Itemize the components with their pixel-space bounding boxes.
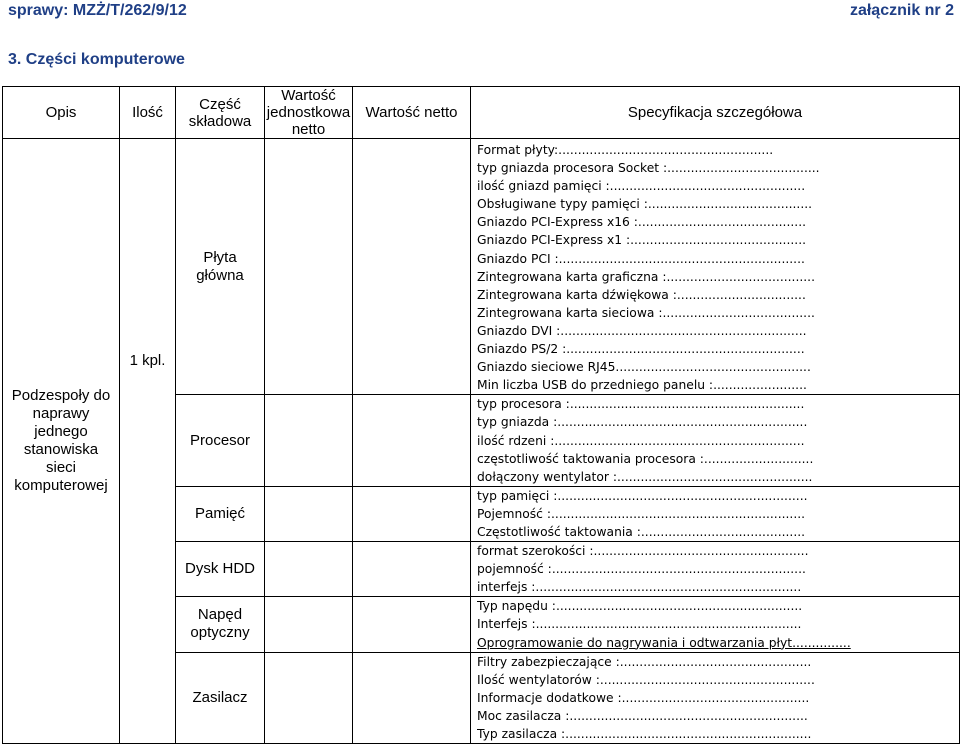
net-value-optical (353, 597, 471, 652)
col-header-wartosc-netto: Wartość netto (353, 87, 471, 139)
spec-line: format szerokości :....................................................... (477, 544, 809, 559)
net-value-psu (353, 652, 471, 743)
spec-cpu (471, 395, 960, 486)
net-value-motherboard (353, 139, 471, 395)
spec-optical (471, 597, 960, 652)
part-cpu: Procesor (176, 395, 265, 486)
unit-value-motherboard (265, 139, 353, 395)
spec-line: Oprogramowanie do nagrywania i odtwarzania płyt............... (477, 635, 851, 650)
spec-line: Zintegrowana karta dźwiękowa :................................. (477, 287, 806, 302)
description-cell: Podzespoły do naprawy jednego stanowiska sieci komputerowej (3, 139, 120, 744)
quantity-cell: 1 kpl. (120, 139, 176, 744)
row-motherboard (3, 139, 960, 395)
col-header-czesc-skladowa: Część składowa (176, 87, 265, 139)
unit-value-hdd (265, 542, 353, 597)
unit-value-psu (265, 652, 353, 743)
spec-line: Zintegrowana karta graficzna :...................................... (477, 269, 816, 284)
unit-value-cpu (265, 395, 353, 486)
spec-motherboard (471, 139, 960, 395)
spec-line: Gniazdo PS/2 :............................................................. (477, 342, 805, 357)
part-psu: Zasilacz (176, 652, 265, 743)
header-row (3, 87, 960, 139)
net-value-hdd (353, 542, 471, 597)
spec-line: typ gniazda procesora Socket :....................................... (477, 161, 820, 176)
spec-line: Gniazdo sieciowe RJ45.................................................. (477, 360, 811, 375)
net-value-memory (353, 486, 471, 541)
spec-line: Min liczba USB do przedniego panelu :........................ (477, 378, 807, 393)
col-header-opis: Opis (3, 87, 120, 139)
spec-line: Moc zasilacza :............................................................. (477, 708, 808, 723)
spec-line: Informacje dodatkowe :................................................ (477, 690, 810, 705)
spec-line: Zintegrowana karta sieciowa :....................................... (477, 305, 815, 320)
spec-memory (471, 486, 960, 541)
part-memory: Pamięć (176, 486, 265, 541)
unit-value-optical (265, 597, 353, 652)
section-title: 3. Części komputerowe (8, 51, 185, 68)
spec-line: typ procesora :............................................................ (477, 397, 805, 412)
spec-line: Interfejs :.................................................................... (477, 617, 802, 632)
spec-line: Ilość wentylatorów :....................................................... (477, 672, 815, 687)
spec-line: pojemność :................................................................. (477, 562, 806, 577)
spec-line: Gniazdo PCI :............................................................... (477, 251, 805, 266)
col-header-specyfikacja: Specyfikacja szczegółowa (471, 87, 960, 139)
case-reference: sprawy: MZŻ/T/262/9/12 (8, 2, 187, 19)
spec-psu (471, 652, 960, 743)
spec-line: typ gniazda :................................................................ (477, 415, 808, 430)
spec-line: Format płyty:....................................................... (477, 143, 774, 157)
part-hdd: Dysk HDD (176, 542, 265, 597)
spec-line: Typ napędu :............................................................... (477, 599, 803, 614)
spec-line: Pojemność :................................................................. (477, 506, 806, 521)
spec-hdd (471, 542, 960, 597)
spec-line: Obsługiwane typy pamięci :.......................................... (477, 197, 813, 212)
spec-line: Częstotliwość taktowania :.......................................... (477, 524, 806, 539)
attachment-label: załącznik nr 2 (849, 2, 954, 19)
spec-line: Typ zasilacza :............................................................... (477, 727, 812, 741)
spec-line: Gniazdo DVI :............................................................... (477, 323, 807, 338)
spec-line: Gniazdo PCI-Express x1 :............................................. (477, 233, 807, 248)
spec-line: interfejs :.................................................................... (477, 580, 802, 595)
net-value-cpu (353, 395, 471, 486)
spec-line: ilość rdzeni :................................................................ (477, 433, 805, 448)
col-header-wartosc-jednostkowa: Wartość jednostkowa netto (265, 87, 353, 139)
col-header-ilosc: Ilość (120, 87, 176, 139)
components-table (2, 86, 960, 744)
part-optical: Napęd optyczny (176, 597, 265, 652)
spec-line: ilość gniazd pamięci :.................................................. (477, 179, 806, 194)
spec-line: typ pamięci :................................................................ (477, 488, 808, 503)
spec-line: Filtry zabezpieczające :................................................. (477, 654, 812, 669)
part-motherboard: Płyta główna (176, 139, 265, 395)
spec-line: częstotliwość taktowania procesora :............................ (477, 451, 814, 466)
spec-line: Gniazdo PCI-Express x16 :........................................... (477, 215, 807, 230)
spec-line: dołączony wentylator :.................................................. (477, 469, 813, 484)
unit-value-memory (265, 486, 353, 541)
